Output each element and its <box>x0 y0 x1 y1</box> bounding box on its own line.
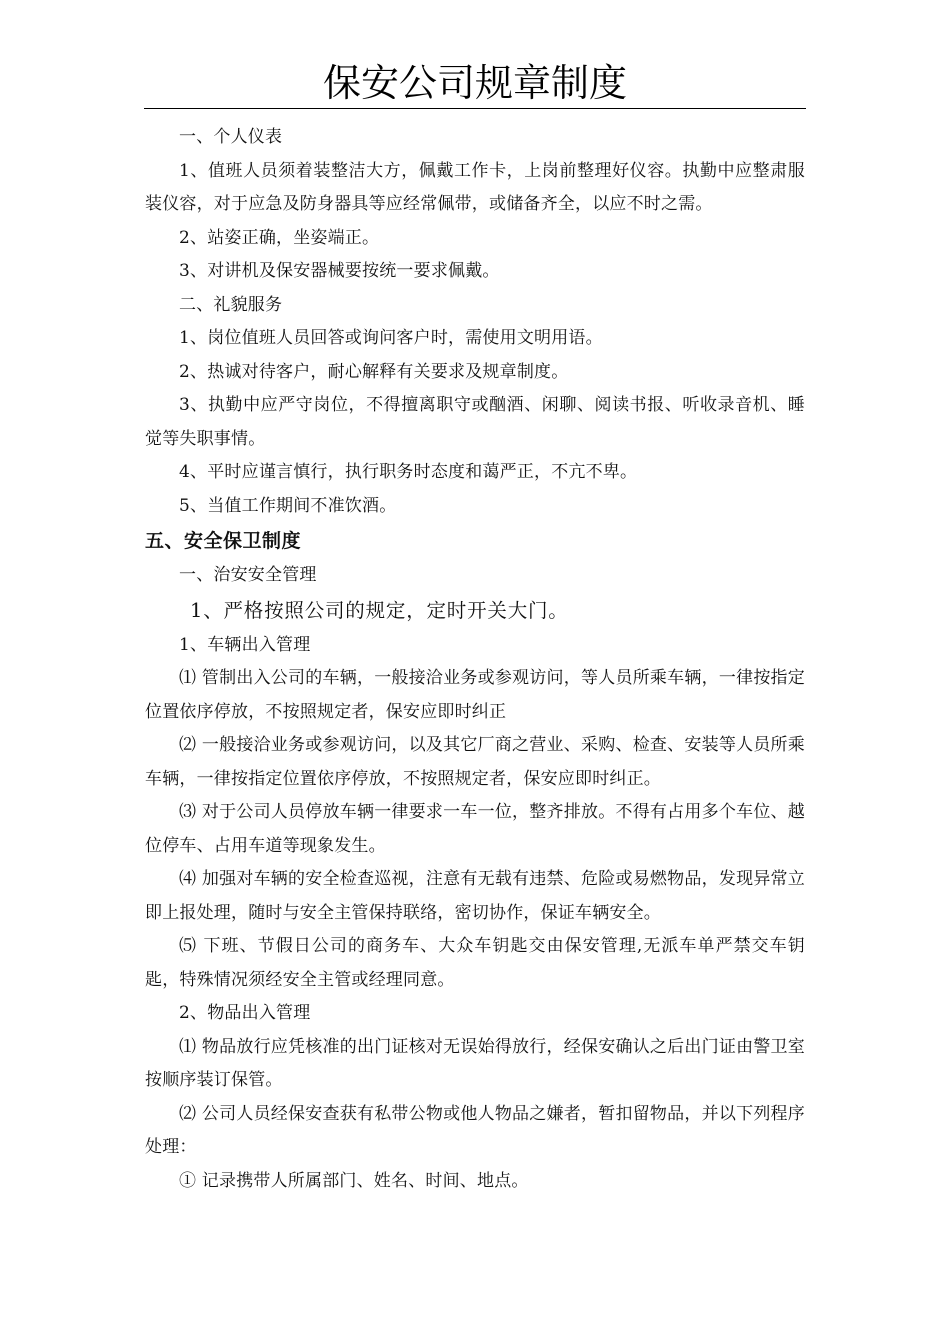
paragraph: ⑵ 一般接洽业务或参观访问，以及其它厂商之营业、采购、检查、安装等人员所乘车辆，一律按指定位置依序停放，不按照规定者，保安应即时纠正。 <box>145 735 805 789</box>
title-underline <box>144 108 806 109</box>
paragraph: 1、车辆出入管理 <box>179 634 311 655</box>
subsection-heading: 二、礼貌服务 <box>179 294 283 315</box>
paragraph: 2、热诚对待客户，耐心解释有关要求及规章制度。 <box>179 361 569 382</box>
paragraph: 2、物品出入管理 <box>179 1003 311 1023</box>
document-title: 保安公司规章制度 <box>322 61 627 105</box>
paragraph: 5、当值工作期间不准饮酒。 <box>179 495 397 516</box>
section-heading: 五、安全保卫制度 <box>145 530 302 552</box>
paragraph: 3、对讲机及保安器械要按统一要求佩戴。 <box>179 261 500 281</box>
paragraph: 2、站姿正确，坐姿端正。 <box>179 227 380 248</box>
paragraph: ⑴ 管制出入公司的车辆，一般接洽业务或参观访问，等人员所乘车辆，一律按指定位置依序停放，不按照规定者，保安应即时纠正 <box>145 668 805 722</box>
paragraph: ① 记录携带人所属部门、姓名、时间、地点。 <box>179 1170 529 1191</box>
paragraph: ⑵ 公司人员经保安查获有私带公物或他人物品之嫌者，暂扣留物品，并以下列程序处理： <box>145 1103 805 1157</box>
paragraph: ⑷ 加强对车辆的安全检查巡视，注意有无载有违禁、危险或易燃物品，发现异常立即上报处理，随时与安全主管保持联络，密切协作，保证车辆安全。 <box>145 869 805 923</box>
paragraph: 1、值班人员须着装整洁大方，佩戴工作卡，上岗前整理好仪容。执勤中应整肃服装仪容，对于应急及防身器具等应经常佩带，或储备齐全，以应不时之需。 <box>145 160 805 214</box>
document-body <box>145 121 805 1198</box>
subsection-heading: 一、治安安全管理 <box>179 565 317 585</box>
paragraph: ⑴ 物品放行应凭核准的出门证核对无误始得放行，经保安确认之后出门证由警卫室按顺序装订保管。 <box>145 1036 805 1090</box>
paragraph: 1、岗位值班人员回答或询问客户时，需使用文明用语。 <box>179 328 603 348</box>
paragraph: 1、严格按照公司的规定，定时开关大门。 <box>190 598 569 622</box>
paragraph: 3、执勤中应严守岗位，不得擅离职守或酗酒、闲聊、阅读书报、听收录音机、睡觉等失职事情。 <box>145 395 805 449</box>
paragraph: ⑸ 下班、节假日公司的商务车、大众车钥匙交由保安管理,无派车单严禁交车钥匙，特殊情况须经安全主管或经理同意。 <box>145 936 805 990</box>
paragraph: 4、平时应谨言慎行，执行职务时态度和蔼严正，不亢不卑。 <box>179 462 638 482</box>
subsection-heading: 一、个人仪表 <box>179 127 283 147</box>
paragraph: ⑶ 对于公司人员停放车辆一律要求一车一位，整齐排放。不得有占用多个车位、越位停车、占用车道等现象发生。 <box>145 802 805 856</box>
